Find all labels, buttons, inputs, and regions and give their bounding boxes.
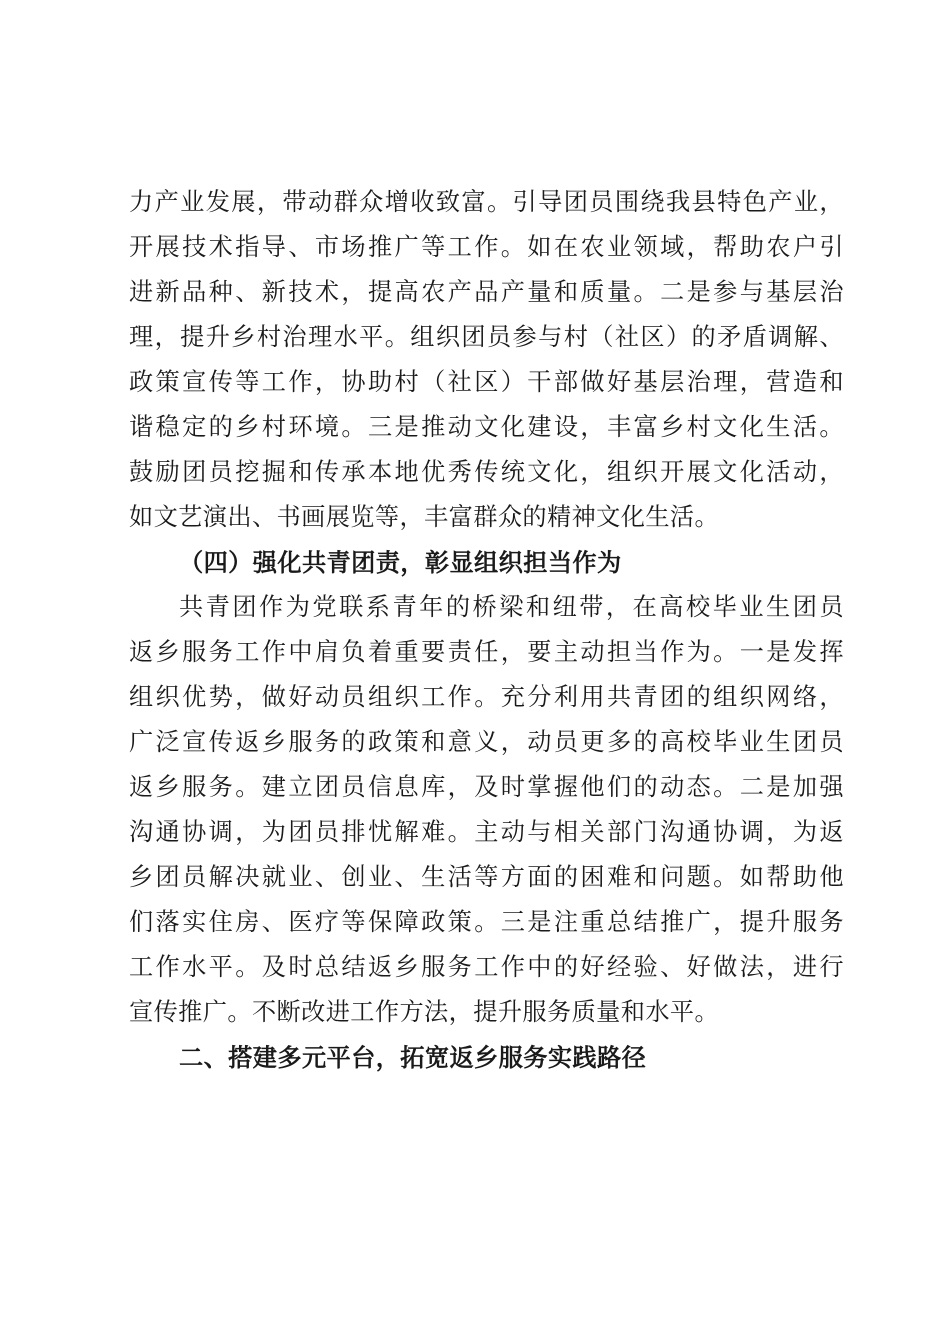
paragraph-2: [129, 585, 844, 1035]
paragraph-line: 力产业发展，带动群众增收致富。引导团员围绕我县特色产业，: [129, 188, 844, 216]
paragraph-line: 鼓励团员挖掘和传承本地优秀传统文化，组织开展文化活动，: [129, 458, 844, 486]
paragraph-1: [129, 180, 844, 540]
paragraph-line: 谐稳定的乡村环境。三是推动文化建设，丰富乡村文化生活。: [129, 413, 844, 441]
paragraph-line: 开展技术指导、市场推广等工作。如在农业领域，帮助农户引: [129, 233, 844, 261]
paragraph-line: 返乡服务工作中肩负着重要责任，要主动担当作为。一是发挥: [129, 638, 844, 666]
paragraph-line: 进新品种、新技术，提高农产品产量和质量。二是参与基层治: [129, 278, 844, 306]
paragraph-line: 宣传推广。不断改进工作方法，提升服务质量和水平。: [129, 998, 720, 1026]
paragraph-line: 返乡服务。建立团员信息库，及时掌握他们的动态。二是加强: [129, 773, 844, 801]
paragraph-line: 理，提升乡村治理水平。组织团员参与村（社区）的矛盾调解、: [129, 323, 844, 351]
paragraph-line: 沟通协调，为团员排忧解难。主动与相关部门沟通协调，为返: [129, 818, 844, 846]
paragraph-line: 工作水平。及时总结返乡服务工作中的好经验、好做法，进行: [129, 953, 844, 981]
paragraph-line: 如文艺演出、书画展览等，丰富群众的精神文化生活。: [129, 503, 720, 531]
paragraph-line: 乡团员解决就业、创业、生活等方面的困难和问题。如帮助他: [129, 863, 844, 891]
section-heading: 二、搭建多元平台，拓宽返乡服务实践路径: [179, 1043, 647, 1072]
subsection-heading: （四）强化共青团责，彰显组织担当作为: [179, 548, 622, 577]
paragraph-line: 政策宣传等工作，协助村（社区）干部做好基层治理，营造和: [129, 368, 844, 396]
paragraph-line: 们落实住房、医疗等保障政策。三是注重总结推广，提升服务: [129, 908, 844, 936]
document-body: [129, 180, 844, 1080]
paragraph-line: 共青团作为党联系青年的桥梁和纽带，在高校毕业生团员: [179, 593, 844, 621]
paragraph-line: 组织优势，做好动员组织工作。充分利用共青团的组织网络，: [129, 683, 844, 711]
paragraph-line: 广泛宣传返乡服务的政策和意义，动员更多的高校毕业生团员: [129, 728, 844, 756]
